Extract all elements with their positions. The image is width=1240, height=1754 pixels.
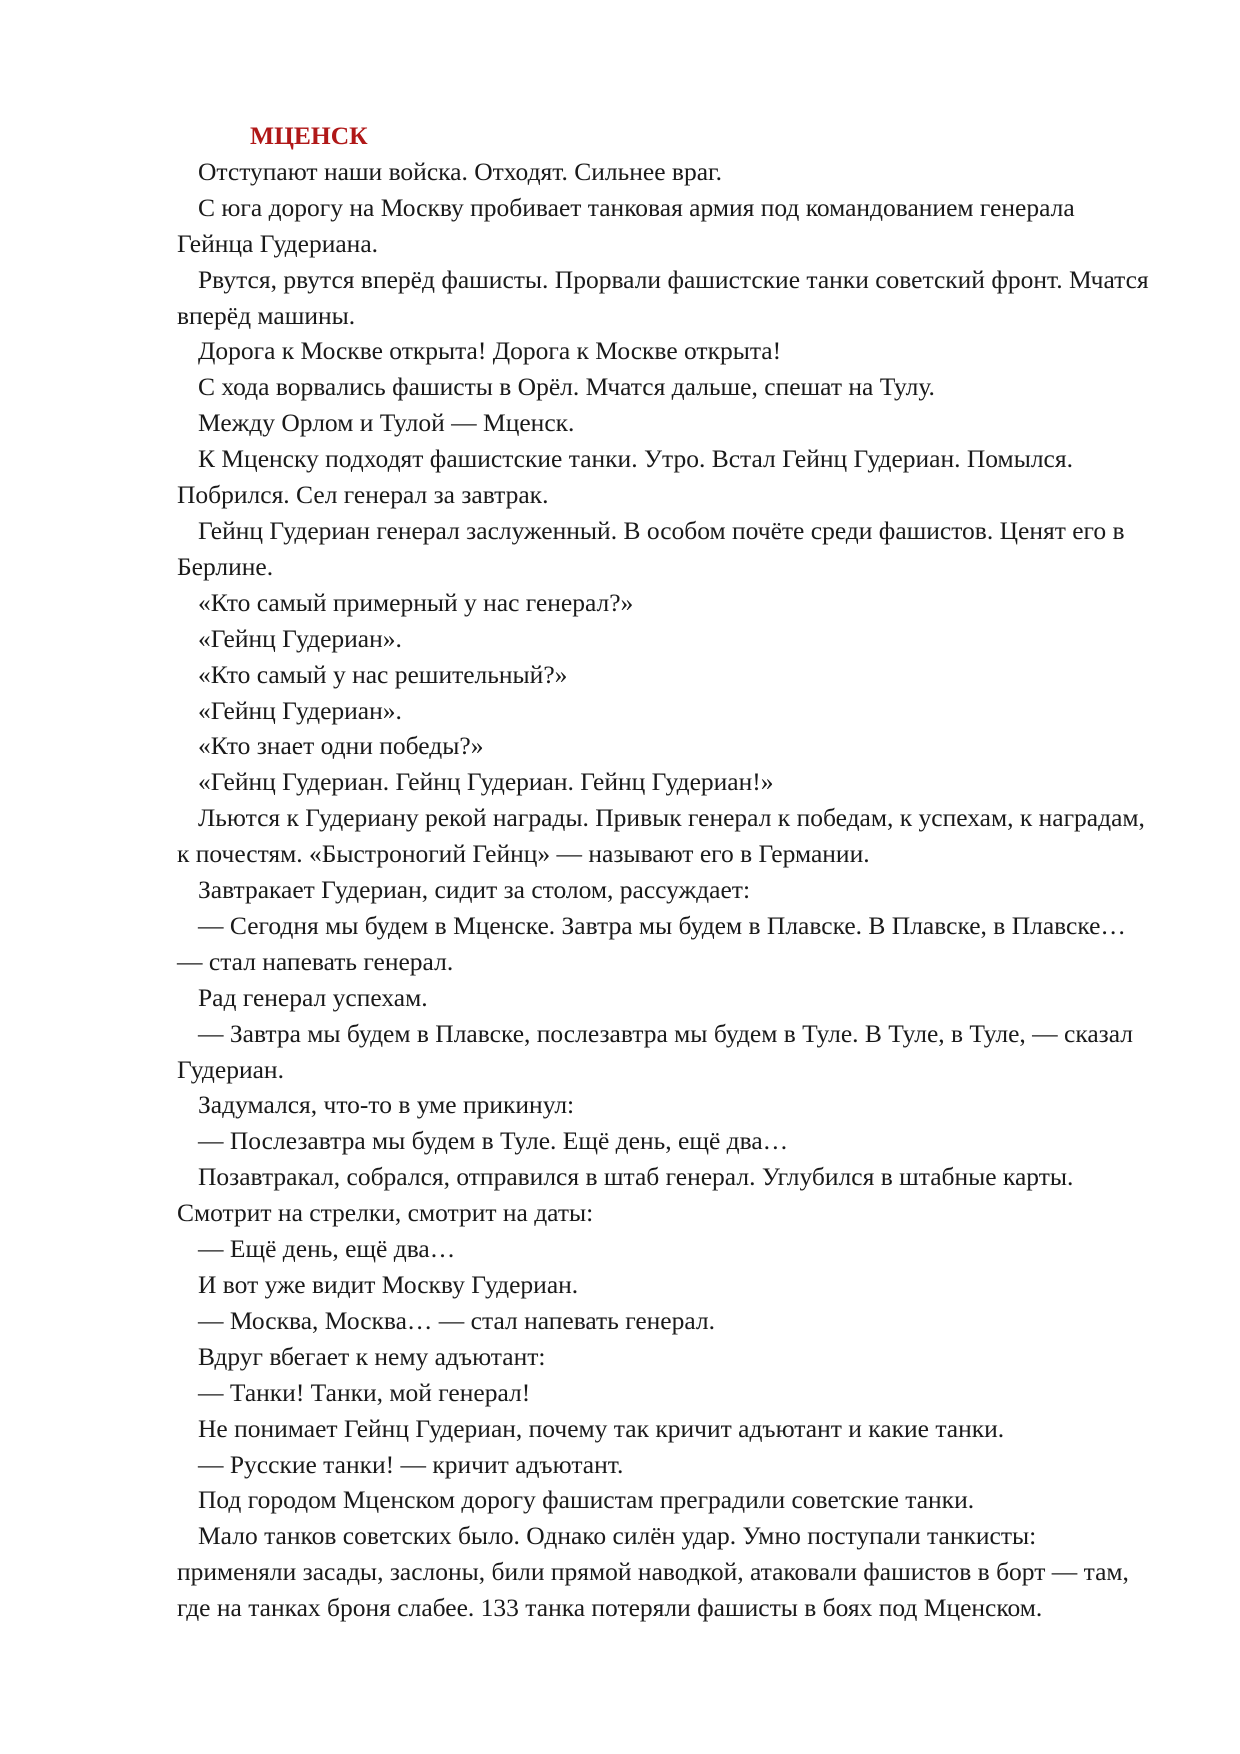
- paragraph: И вот уже видит Москву Гудериан.: [198, 1270, 579, 1299]
- paragraph: — Москва, Москва… — стал напевать генерал.: [198, 1305, 715, 1335]
- paragraph: Дорога к Москве открыта! Дорога к Москве открыта!: [198, 336, 782, 366]
- paragraph: — Ещё день, ещё два…: [198, 1234, 456, 1264]
- paragraph: Не понимает Гейнц Гудериан, почему так кричит адъютант и какие танки.: [198, 1413, 1005, 1443]
- paragraph: С юга дорогу на Москву пробивает танковая армия под командованием генерала Гейнца Гудериана.: [177, 192, 1075, 258]
- paragraph: Отступают наши войска. Отходят. Сильнее враг.: [198, 156, 722, 186]
- paragraph: «Гейнц Гудериан».: [198, 623, 402, 653]
- paragraph: «Гейнц Гудериан».: [198, 695, 402, 725]
- paragraph: — Русские танки! — кричит адъютант.: [198, 1449, 624, 1479]
- paragraph: Под городом Мценском дорогу фашистам преградили советские танки.: [198, 1485, 975, 1515]
- paragraph: — Завтра мы будем в Плавске, послезавтра мы будем в Туле. В Туле, в Туле, — сказал Гудериан.: [177, 1018, 1134, 1084]
- paragraph: — Сегодня мы будем в Мценске. Завтра мы будем в Плавске. В Плавске, в Плавске… — стал напевать генерал.: [177, 910, 1126, 976]
- paragraph: «Кто самый примерный у нас генерал?»: [198, 587, 634, 617]
- paragraph: Рад генерал успехам.: [198, 982, 428, 1012]
- paragraph: К Мценску подходят фашистские танки. Утро. Встал Гейнц Гудериан. Помылся. Побрился. Сел генерал за завтрак.: [177, 444, 1073, 510]
- document-page: [177, 118, 1152, 1626]
- paragraph: Между Орлом и Тулой — Мценск.: [198, 408, 575, 438]
- paragraph: Задумался, что-то в уме прикинул:: [198, 1090, 575, 1120]
- paragraph: «Гейнц Гудериан. Гейнц Гудериан. Гейнц Гудериан!»: [198, 767, 774, 797]
- paragraph: Вдруг вбегает к нему адъютант:: [198, 1341, 546, 1371]
- paragraph: Льются к Гудериану рекой награды. Привык генерал к победам, к успехам, к наградам, к почестям. «Быстроногий Гейнц» — называют его в Германии.: [177, 803, 1145, 869]
- paragraph: Рвутся, рвутся вперёд фашисты. Прорвали фашистские танки советский фронт. Мчатся вперёд машины.: [177, 264, 1149, 330]
- paragraph: Позавтракал, собрался, отправился в штаб генерал. Углубился в штабные карты. Смотрит на стрелки, смотрит на даты:: [177, 1162, 1074, 1228]
- paragraph: «Кто самый у нас решительный?»: [198, 659, 568, 689]
- paragraph: Завтракает Гудериан, сидит за столом, рассуждает:: [198, 875, 751, 905]
- paragraph: «Кто знает одни победы?»: [198, 731, 484, 761]
- paragraph: — Послезавтра мы будем в Туле. Ещё день, ещё два…: [198, 1126, 789, 1156]
- paragraph: Гейнц Гудериан генерал заслуженный. В особом почёте среди фашистов. Ценят его в Берлине.: [177, 515, 1125, 581]
- paragraph: С хода ворвались фашисты в Орёл. Мчатся дальше, спешат на Тулу.: [198, 372, 935, 402]
- paragraph: — Танки! Танки, мой генерал!: [198, 1377, 531, 1407]
- paragraph: Мало танков советских было. Однако силён удар. Умно поступали танкисты: применяли засады, заслоны, били прямой наводкой, атаковали фашистов в борт — там, где на танках броня слабее. 133 танка потеряли фашисты в боях под Мценском.: [177, 1521, 1129, 1623]
- body-text: [177, 154, 1152, 1626]
- chapter-title: МЦЕНСК: [250, 121, 368, 150]
